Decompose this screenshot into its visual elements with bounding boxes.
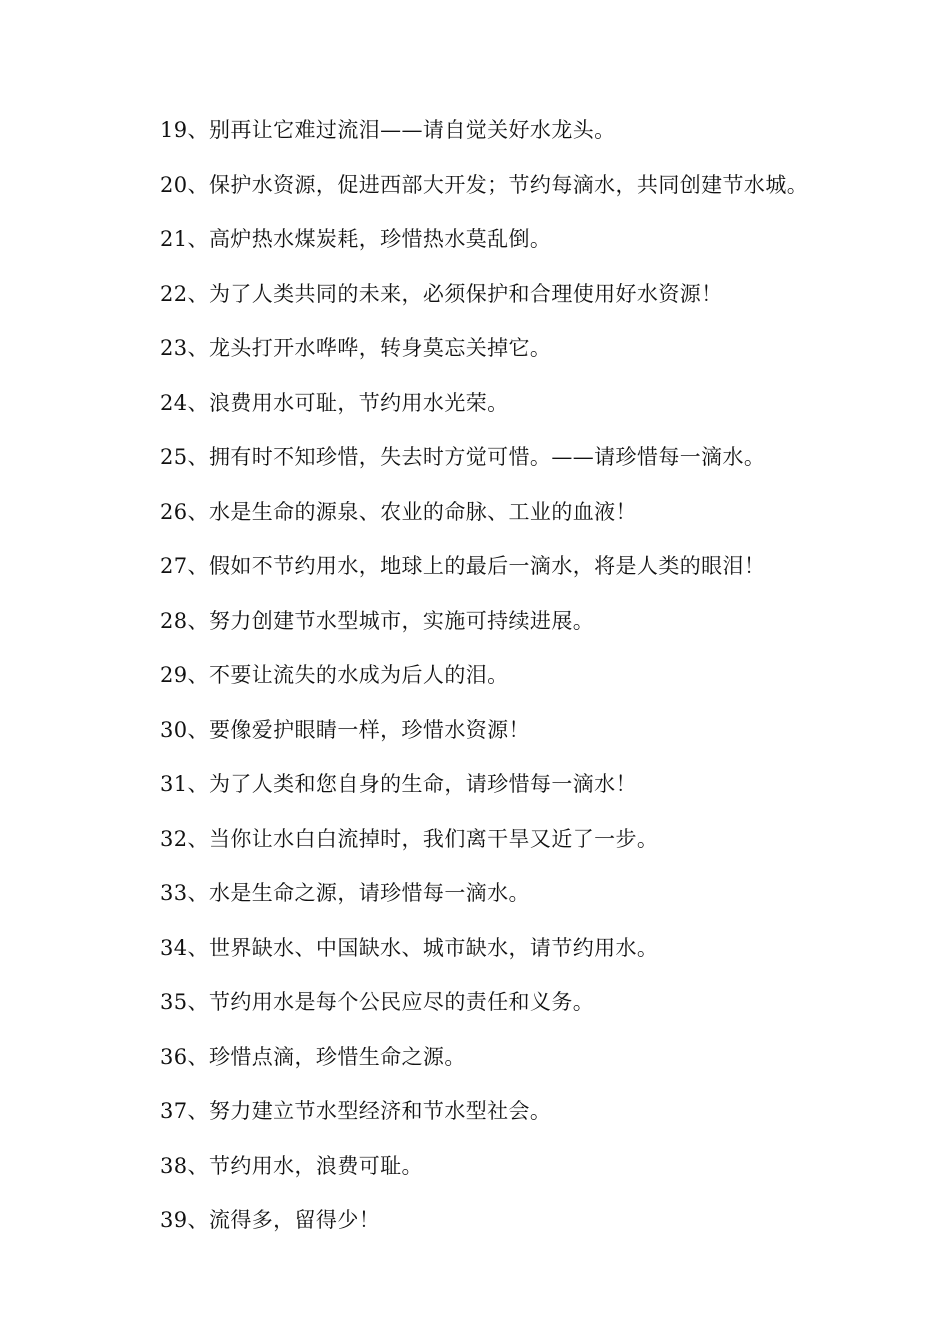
item-separator: 、 <box>187 172 209 197</box>
item-text: 当你让水白白流掉时，我们离干旱又近了一步。 <box>208 826 659 851</box>
list-item <box>160 1095 920 1150</box>
list-item <box>160 278 920 333</box>
item-separator: 、 <box>187 935 209 960</box>
item-number: 28 <box>160 608 188 633</box>
item-number: 31 <box>160 772 188 796</box>
list-item <box>160 1041 920 1096</box>
item-number: 27 <box>160 554 188 578</box>
item-text: 为了人类共同的未来，必须保护和合理使用好水资源！ <box>208 281 723 306</box>
item-text: 保护水资源，促进西部大开发；节约每滴水，共同创建节水城。 <box>208 172 809 197</box>
item-text: 高炉热水煤炭耗，珍惜热水莫乱倒。 <box>208 227 552 251</box>
item-text: 不要让流失的水成为后人的泪。 <box>208 663 509 687</box>
item-separator: 、 <box>187 1044 209 1069</box>
list-item <box>160 1150 920 1205</box>
item-text: 珍惜点滴，珍惜生命之源。 <box>208 1044 466 1069</box>
list-item <box>160 550 920 605</box>
item-number: 23 <box>160 336 188 360</box>
list-item <box>160 441 920 496</box>
item-separator: 、 <box>187 227 209 251</box>
item-number: 32 <box>160 826 188 851</box>
item-text: 龙头打开水哗哗，转身莫忘关掉它。 <box>208 336 552 360</box>
item-separator: 、 <box>187 1153 209 1178</box>
item-separator: 、 <box>187 1208 209 1232</box>
item-text: 别再让它难过流泪——请自觉关好水龙头。 <box>208 118 616 142</box>
item-text: 流得多，留得少！ <box>208 1208 381 1232</box>
item-separator: 、 <box>187 390 209 415</box>
item-number: 26 <box>160 499 188 524</box>
item-separator: 、 <box>187 554 209 578</box>
list-item <box>160 605 920 660</box>
list-item <box>160 1204 920 1259</box>
item-text: 节约用水是每个公民应尽的责任和义务。 <box>208 990 595 1014</box>
item-number: 37 <box>160 1099 188 1123</box>
list-item <box>160 332 920 387</box>
item-separator: 、 <box>187 445 209 469</box>
list-item <box>160 823 920 878</box>
item-separator: 、 <box>187 826 209 851</box>
item-text: 假如不节约用水，地球上的最后一滴水，将是人类的眼泪！ <box>208 554 766 578</box>
item-separator: 、 <box>187 608 209 633</box>
item-separator: 、 <box>187 772 209 796</box>
item-separator: 、 <box>187 881 209 905</box>
item-separator: 、 <box>187 990 209 1014</box>
item-text: 节约用水，浪费可耻。 <box>208 1153 423 1178</box>
item-number: 33 <box>160 881 188 905</box>
list-item <box>160 387 920 442</box>
item-separator: 、 <box>187 499 209 524</box>
item-text: 要像爱护眼睛一样，珍惜水资源！ <box>208 717 530 742</box>
slogan-list <box>160 114 920 1259</box>
item-text: 为了人类和您自身的生命，请珍惜每一滴水！ <box>208 772 637 796</box>
list-item <box>160 714 920 769</box>
item-number: 29 <box>160 663 188 687</box>
item-number: 24 <box>160 390 188 415</box>
item-separator: 、 <box>187 118 209 142</box>
list-item <box>160 877 920 932</box>
item-separator: 、 <box>187 1099 209 1123</box>
item-text: 水是生命的源泉、农业的命脉、工业的血液！ <box>208 499 637 524</box>
list-item <box>160 768 920 823</box>
item-number: 30 <box>160 717 188 742</box>
item-separator: 、 <box>187 281 209 306</box>
item-separator: 、 <box>187 336 209 360</box>
item-text: 努力创建节水型城市，实施可持续进展。 <box>208 608 595 633</box>
item-text: 努力建立节水型经济和节水型社会。 <box>208 1099 552 1123</box>
item-number: 25 <box>160 445 188 469</box>
list-item <box>160 114 920 169</box>
item-number: 39 <box>160 1208 188 1232</box>
item-text: 水是生命之源，请珍惜每一滴水。 <box>208 881 530 905</box>
list-item <box>160 496 920 551</box>
item-separator: 、 <box>187 717 209 742</box>
item-text: 拥有时不知珍惜，失去时方觉可惜。——请珍惜每一滴水。 <box>208 445 766 469</box>
item-number: 36 <box>160 1044 188 1069</box>
item-text: 浪费用水可耻，节约用水光荣。 <box>208 390 509 415</box>
list-item <box>160 986 920 1041</box>
item-number: 22 <box>160 281 188 306</box>
item-number: 35 <box>160 990 188 1014</box>
list-item <box>160 659 920 714</box>
item-number: 21 <box>160 227 188 251</box>
list-item <box>160 932 920 987</box>
list-item <box>160 169 920 224</box>
item-text: 世界缺水、中国缺水、城市缺水，请节约用水。 <box>208 935 659 960</box>
item-number: 34 <box>160 935 188 960</box>
item-number: 38 <box>160 1153 188 1178</box>
list-item <box>160 223 920 278</box>
item-number: 20 <box>160 172 188 197</box>
item-number: 19 <box>160 118 188 142</box>
item-separator: 、 <box>187 663 209 687</box>
